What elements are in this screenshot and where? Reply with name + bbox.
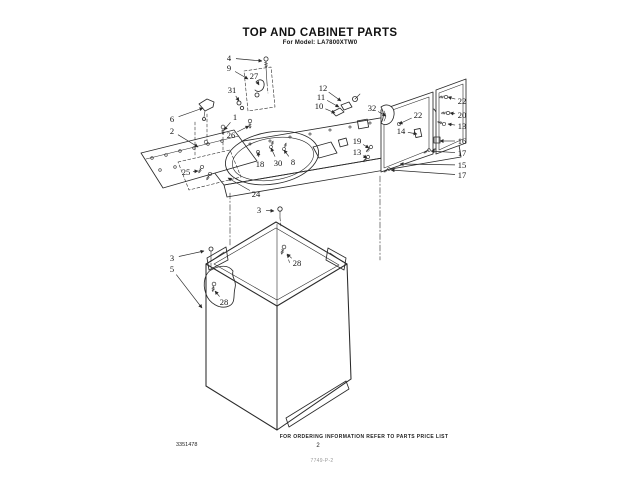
callout-5: [170, 264, 202, 308]
callout-label-3: 3: [256, 205, 262, 215]
callout-label-3: 3: [169, 253, 175, 263]
document-number: 3351478: [176, 442, 198, 448]
callout-27: [250, 71, 259, 85]
model-subtitle: For Model: LA7800XTW0: [282, 40, 358, 46]
callout-label-9: 9: [226, 63, 232, 73]
callout-label-13: 13: [352, 147, 362, 157]
rear-panel-left: [381, 92, 433, 172]
footer-ordering-note: FOR ORDERING INFORMATION REFER TO PARTS PRICE LIST: [279, 434, 449, 440]
callout-label-13: 13: [457, 121, 467, 131]
callout-label-22: 22: [457, 96, 467, 106]
callout-label-6: 6: [169, 114, 175, 124]
callout-label-10: 10: [314, 101, 324, 111]
callout-label-20: 20: [457, 110, 467, 120]
page-title: TOP AND CABINET PARTS: [242, 27, 398, 39]
callout-17: [391, 170, 466, 180]
callout-label-11: 11: [316, 92, 326, 102]
callout-31: [228, 85, 239, 101]
callout-label-25: 25: [181, 167, 191, 177]
callout-label-18: 18: [255, 159, 265, 169]
callout-label-2: 2: [169, 126, 175, 136]
callout-13: [353, 147, 367, 158]
callout-label-5: 5: [169, 264, 175, 274]
callout-label-28: 28: [292, 258, 302, 268]
callout-layer: [170, 53, 466, 308]
callout-label-4: 4: [226, 53, 232, 63]
callout-label-24: 24: [251, 189, 261, 199]
callout-label-12: 12: [318, 83, 328, 93]
callout-label-30: 30: [273, 158, 283, 168]
callout-label-26: 26: [226, 130, 236, 140]
callout-label-16: 16: [457, 136, 467, 146]
print-code: 7749-P-2: [310, 458, 334, 464]
callout-label-31: 31: [227, 85, 237, 95]
bracket-6: [199, 99, 214, 111]
callout-30: [271, 148, 282, 168]
kick-plate: [286, 381, 349, 427]
callout-label-1: 1: [232, 112, 238, 122]
callout-label-27: 27: [249, 71, 259, 81]
callout-3: [257, 205, 274, 215]
callout-6: [170, 108, 203, 124]
callout-label-8: 8: [290, 157, 296, 167]
callout-4: [227, 53, 262, 63]
callout-18: [256, 152, 265, 169]
callout-label-32: 32: [367, 103, 377, 113]
callout-label-17: 17: [457, 170, 467, 180]
callout-8: [284, 150, 295, 167]
callout-label-15: 15: [457, 160, 467, 170]
callout-3: [170, 251, 204, 263]
page-number: 2: [316, 443, 320, 449]
cabinet-body: [204, 176, 380, 430]
callout-label-19: 19: [352, 136, 362, 146]
callout-28: [215, 291, 228, 307]
callout-label-28: 28: [219, 297, 229, 307]
callout-1: [224, 112, 237, 130]
callout-label-14: 14: [396, 126, 406, 136]
callout-label-17: 17: [457, 148, 467, 158]
dashed-box-27: [244, 67, 275, 111]
callout-label-22: 22: [413, 110, 423, 120]
